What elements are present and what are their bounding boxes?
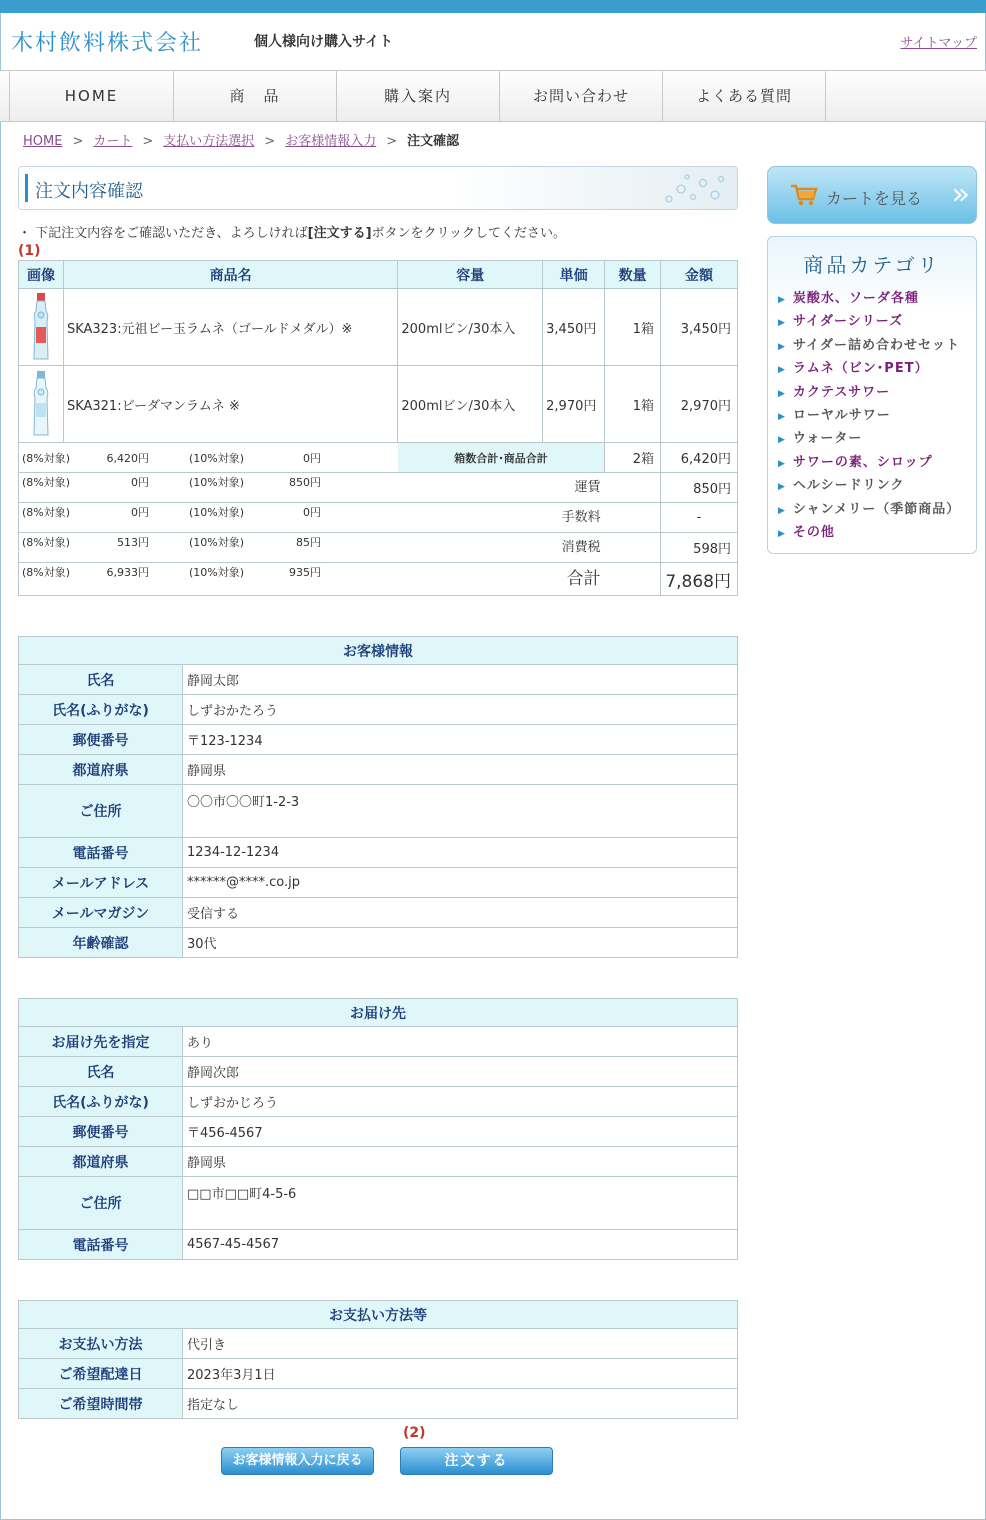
- summary-qty: 2箱: [605, 443, 661, 473]
- tax-10-label: (10%対象): [188, 566, 244, 579]
- triangle-right-icon: ▶: [778, 341, 786, 352]
- delivery-info-table: [18, 998, 738, 1260]
- view-cart-button[interactable]: [767, 166, 977, 224]
- tax-10-value: 85円: [296, 535, 321, 549]
- category-title: 商品カテゴリ: [803, 253, 941, 277]
- category-item[interactable]: ▶ カクテスサワー: [778, 384, 891, 400]
- breadcrumb-customer[interactable]: お客様情報入力: [285, 134, 377, 149]
- place-order-button[interactable]: 注文する: [400, 1447, 553, 1475]
- field-value: 〒456-4567: [183, 1117, 738, 1147]
- field-value: しずおかじろう: [183, 1087, 738, 1117]
- page-title: 注文内容確認: [35, 181, 143, 202]
- tax-10-value: 850円: [289, 475, 321, 489]
- nav-faq[interactable]: よくある質問: [662, 71, 826, 121]
- field-label: メールマガジン: [19, 898, 183, 928]
- summary-label: 箱数合計･商品合計: [398, 443, 605, 473]
- total-label: 合計: [566, 569, 601, 589]
- summary-amount: 6,420円: [661, 443, 738, 473]
- col-qty: 数量: [605, 261, 661, 289]
- col-product: 商品名: [63, 261, 397, 289]
- page-title-box: [18, 166, 738, 210]
- tax-8-label: (8%対象): [22, 505, 71, 519]
- col-amount: 金額: [661, 261, 738, 289]
- product-image-cell: [19, 289, 64, 366]
- table-row: [19, 695, 738, 725]
- note-prefix: ・ 下記注文内容をご確認いただき、よろしければ: [18, 226, 308, 241]
- category-item[interactable]: ▶ ウォーター: [778, 431, 863, 447]
- table-row: [19, 1057, 738, 1087]
- tax-10-label: (10%対象): [188, 451, 244, 465]
- field-value: 指定なし: [183, 1389, 738, 1419]
- table-row: [19, 898, 738, 928]
- chevron-right-icon: >: [142, 134, 154, 149]
- table-row: [19, 1147, 738, 1177]
- note-suffix: ボタンをクリックしてください。: [371, 226, 566, 241]
- tax-breakdown: [19, 503, 605, 533]
- site-subtitle: 個人様向け購入サイト: [254, 34, 394, 50]
- chevron-right-icon: >: [386, 134, 398, 149]
- instruction-note: [18, 222, 738, 241]
- note-button-ref: [注文する]: [307, 226, 372, 241]
- product-name: SKA323:元祖ビー玉ラムネ（ゴールドメダル）※: [63, 289, 397, 366]
- ramune-bottle-icon[interactable]: [32, 293, 50, 361]
- field-label: ご住所: [19, 1177, 183, 1230]
- main-content: [18, 166, 738, 1419]
- category-box: [767, 236, 977, 554]
- field-label: 郵便番号: [19, 1117, 183, 1147]
- nav-guide[interactable]: 購入案内: [336, 71, 499, 121]
- category-item[interactable]: ▶ サイダー詰め合わせセット: [778, 337, 961, 353]
- sidebar: [767, 166, 977, 554]
- tax-10-label: (10%対象): [188, 475, 244, 489]
- ramune-bottle-icon[interactable]: [32, 371, 50, 437]
- tax-8-label: (8%対象): [22, 566, 71, 579]
- tax-8-label: (8%対象): [22, 451, 71, 465]
- triangle-right-icon: ▶: [778, 365, 786, 376]
- table-row: [19, 1389, 738, 1419]
- field-value: 〒123-1234: [183, 725, 738, 755]
- category-item[interactable]: ▶ 炭酸水、ソーダ各種: [778, 291, 919, 306]
- field-value: 静岡県: [183, 1147, 738, 1177]
- breadcrumb: [23, 130, 459, 149]
- top-bar: [0, 0, 986, 13]
- table-row: [19, 1027, 738, 1057]
- cart-icon: [790, 183, 818, 207]
- cart-header-row: [19, 261, 738, 289]
- field-label: ご希望配達日: [19, 1359, 183, 1389]
- shipping-value: 850円: [661, 473, 738, 503]
- triangle-right-icon: ▶: [778, 295, 786, 305]
- nav-products[interactable]: 商 品: [173, 71, 336, 121]
- breadcrumb-home[interactable]: HOME: [23, 134, 63, 149]
- tax-8-value: 0円: [131, 475, 149, 489]
- fee-value: -: [661, 503, 738, 533]
- field-value: 静岡太郎: [183, 665, 738, 695]
- table-row: [19, 725, 738, 755]
- site-logo[interactable]: 木村飲料株式会社: [11, 31, 204, 56]
- field-label: 年齢確認: [19, 928, 183, 958]
- table-row: [19, 1087, 738, 1117]
- table-row: [19, 868, 738, 898]
- table-row: [19, 1230, 738, 1260]
- category-list: [778, 287, 960, 544]
- triangle-right-icon: ▶: [778, 318, 786, 329]
- summary-row: [19, 443, 738, 473]
- field-label: ご希望時間帯: [19, 1389, 183, 1419]
- product-unit-price: 2,970円: [543, 366, 605, 443]
- nav-contact[interactable]: お問い合わせ: [499, 71, 662, 121]
- col-image: 画像: [19, 261, 64, 289]
- tax-8-value: 6,420円: [106, 451, 149, 465]
- category-item[interactable]: ▶ ラムネ（ビン･PET）: [778, 361, 929, 377]
- field-value: しずおかたろう: [183, 695, 738, 725]
- table-row: [19, 928, 738, 958]
- chevron-right-icon: >: [72, 134, 84, 149]
- view-cart-label: カートを見る: [826, 189, 923, 208]
- chevron-right-icon: »: [951, 177, 970, 212]
- product-unit-price: 3,450円: [543, 289, 605, 366]
- sitemap-link[interactable]: サイトマップ: [900, 36, 977, 51]
- category-item[interactable]: ▶ ヘルシードリンク: [778, 478, 905, 494]
- field-value: 1234-12-1234: [183, 838, 738, 868]
- summary-row: [19, 563, 738, 596]
- breadcrumb-payment[interactable]: 支払い方法選択: [163, 134, 255, 149]
- field-value: 受信する: [183, 898, 738, 928]
- shipping-label: 運賃: [574, 479, 601, 495]
- breadcrumb-current: 注文確認: [407, 134, 460, 149]
- field-label: 郵便番号: [19, 725, 183, 755]
- total-value: 7,868円: [661, 563, 738, 596]
- field-label: 氏名: [19, 665, 183, 695]
- product-qty: 1箱: [605, 289, 661, 366]
- tax-10-label: (10%対象): [188, 505, 244, 519]
- cart-table: [18, 260, 738, 443]
- tax-8-label: (8%対象): [22, 475, 71, 489]
- triangle-right-icon: ▶: [778, 482, 786, 493]
- summary-row: [19, 533, 738, 563]
- category-item[interactable]: ▶ その他: [778, 524, 835, 540]
- tax-8-value: 0円: [131, 505, 149, 519]
- tax-breakdown: [19, 563, 605, 596]
- category-item[interactable]: ▶ ローヤルサワー: [778, 407, 891, 423]
- tax-10-label: (10%対象): [188, 535, 244, 549]
- customer-info-title: お客様情報: [19, 637, 738, 665]
- product-qty: 1箱: [605, 366, 661, 443]
- category-item[interactable]: ▶ シャンメリー（季節商品）: [778, 501, 961, 517]
- table-row: [19, 838, 738, 868]
- product-size: 200mlビン/30本入: [398, 366, 543, 443]
- field-label: 氏名(ふりがな): [19, 695, 183, 725]
- field-value: あり: [183, 1027, 738, 1057]
- field-label: 都道府県: [19, 1147, 183, 1177]
- marker-1: (1): [18, 243, 41, 259]
- field-value: 〇〇市〇〇町1-2-3: [183, 785, 738, 838]
- tax-value: 598円: [661, 533, 738, 563]
- back-to-customer-info-button[interactable]: お客様情報入力に戻る: [221, 1447, 374, 1475]
- delivery-info-title: お届け先: [19, 999, 738, 1027]
- tax-breakdown: [19, 443, 398, 473]
- marker-2: (2): [403, 1425, 426, 1441]
- tax-breakdown: [19, 473, 605, 503]
- field-value: 静岡県: [183, 755, 738, 785]
- product-name: SKA321:ビーダマンラムネ ※: [63, 366, 397, 443]
- field-value: 静岡次郎: [183, 1057, 738, 1087]
- table-row: [19, 1117, 738, 1147]
- triangle-right-icon: ▶: [778, 411, 786, 422]
- tax-10-value: 935円: [289, 566, 321, 579]
- table-row: [19, 289, 738, 366]
- field-label: お届け先を指定: [19, 1027, 183, 1057]
- field-value: ******@****.co.jp: [183, 868, 738, 898]
- tax-8-label: (8%対象): [22, 535, 71, 549]
- tax-8-value: 6,933円: [106, 566, 149, 579]
- table-row: [19, 1177, 738, 1230]
- product-image-cell: [19, 366, 64, 443]
- field-label: メールアドレス: [19, 868, 183, 898]
- breadcrumb-cart[interactable]: カート: [93, 134, 133, 149]
- header: [0, 13, 986, 70]
- tax-8-value: 513円: [117, 535, 149, 549]
- summary-row: [19, 503, 738, 533]
- triangle-right-icon: ▶: [778, 528, 786, 539]
- bubbles-icon: [659, 171, 729, 207]
- field-value: 30代: [183, 928, 738, 958]
- title-accent-bar: [25, 174, 28, 202]
- chevron-right-icon: >: [264, 134, 276, 149]
- tax-10-value: 0円: [303, 451, 321, 465]
- field-label: 氏名: [19, 1057, 183, 1087]
- triangle-right-icon: ▶: [778, 458, 786, 469]
- category-item[interactable]: ▶ サイダーシリーズ: [778, 314, 904, 330]
- triangle-right-icon: ▶: [778, 388, 786, 399]
- triangle-right-icon: ▶: [778, 505, 786, 516]
- table-row: [19, 1359, 738, 1389]
- product-amount: 3,450円: [661, 289, 738, 366]
- field-label: お支払い方法: [19, 1329, 183, 1359]
- field-label: 氏名(ふりがな): [19, 1087, 183, 1117]
- table-row: [19, 1329, 738, 1359]
- table-row: [19, 785, 738, 838]
- payment-info-table: [18, 1300, 738, 1419]
- table-row: [19, 755, 738, 785]
- product-size: 200mlビン/30本入: [398, 289, 543, 366]
- col-size: 容量: [398, 261, 543, 289]
- tax-breakdown: [19, 533, 605, 563]
- field-label: 電話番号: [19, 838, 183, 868]
- payment-info-title: お支払い方法等: [19, 1301, 738, 1329]
- field-label: 電話番号: [19, 1230, 183, 1260]
- col-unit: 単価: [543, 261, 605, 289]
- field-label: ご住所: [19, 785, 183, 838]
- main-nav: [0, 70, 986, 122]
- summary-row: [19, 473, 738, 503]
- tax-10-value: 0円: [303, 505, 321, 519]
- table-row: [19, 366, 738, 443]
- table-row: [19, 665, 738, 695]
- fee-label: 手数料: [561, 509, 601, 525]
- field-value: □□市□□町4-5-6: [183, 1177, 738, 1230]
- tax-label: 消費税: [561, 539, 601, 555]
- nav-home[interactable]: HOME: [9, 71, 173, 121]
- customer-info-table: [18, 636, 738, 958]
- field-label: 都道府県: [19, 755, 183, 785]
- cart-summary-table: [18, 442, 738, 596]
- category-item[interactable]: ▶ サワーの素、シロップ: [778, 454, 933, 470]
- field-value: 2023年3月1日: [183, 1359, 738, 1389]
- product-amount: 2,970円: [661, 366, 738, 443]
- field-value: 4567-45-4567: [183, 1230, 738, 1260]
- triangle-right-icon: ▶: [778, 435, 786, 446]
- field-value: 代引き: [183, 1329, 738, 1359]
